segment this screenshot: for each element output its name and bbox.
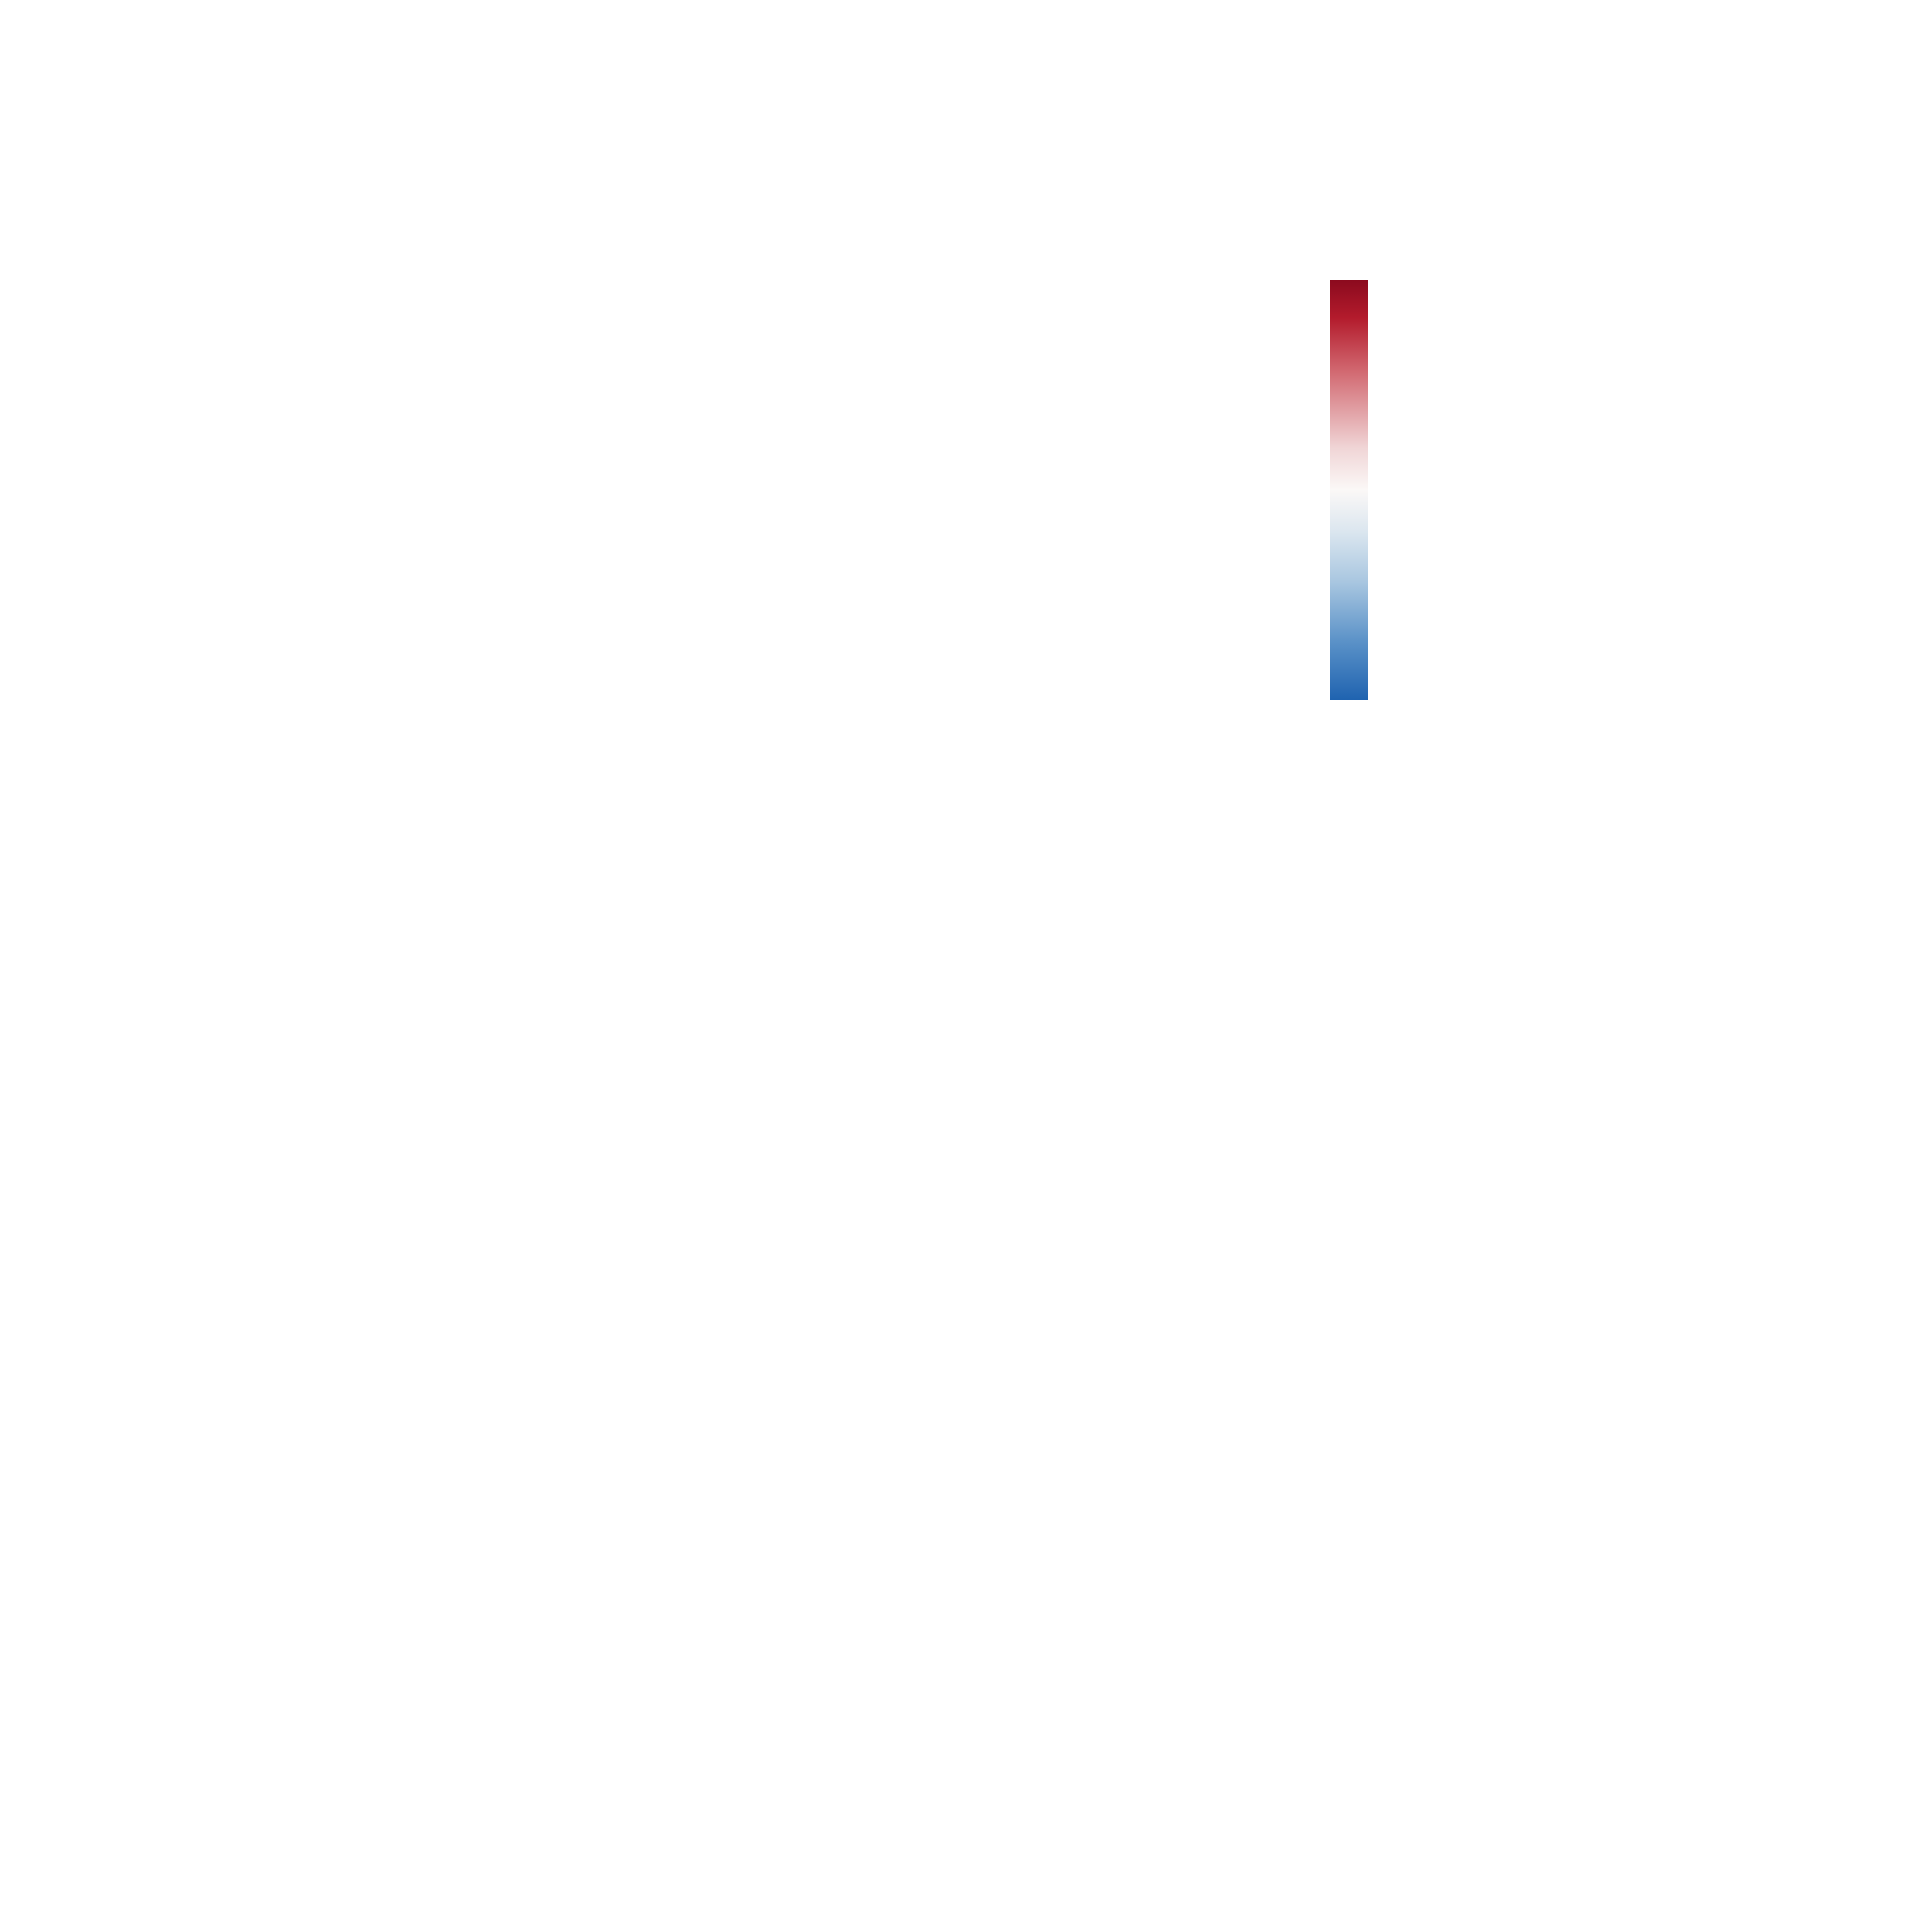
colorbar xyxy=(1330,280,1368,700)
